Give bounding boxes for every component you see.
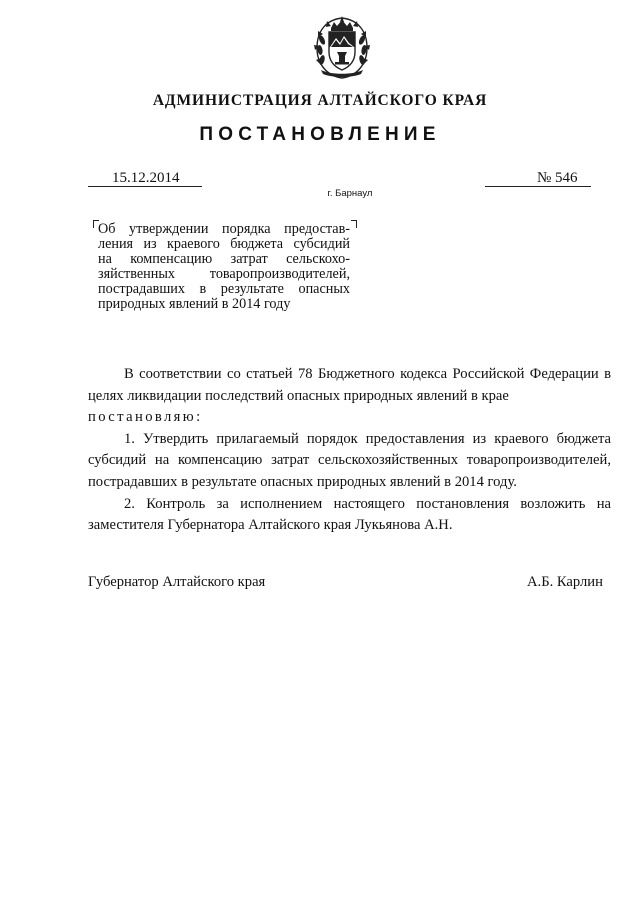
number-underline	[485, 186, 591, 187]
body-item: 2. Контроль за исполнением настоящего постановления возложить на заместителя Губернатора Алтайского края Лукьянова А.Н.	[88, 495, 611, 534]
organization-name: АДМИНИСТРАЦИЯ АЛТАЙСКОГО КРАЯ	[152, 92, 488, 109]
body-item: 1. Утвердить прилагаемый порядок предоставления из краевого бюджета субсидий на компенсацию затрат сельскохозяйственных товаропроизводителей, пострадавших в результате опасных природных явлений в 2014 году.	[88, 430, 611, 490]
coat-of-arms-icon	[297, 14, 387, 82]
resolve-word: постановляю:	[88, 409, 203, 426]
subject-line: природных явлений в 2014 году	[98, 296, 291, 312]
subject-line: пострадавших в результате опасных	[98, 281, 350, 297]
subject-line: Об утверждении порядка предостав-	[98, 221, 350, 237]
document-body	[88, 364, 611, 537]
document-type: ПОСТАНОВЛЕНИЕ	[199, 124, 441, 145]
subject-line: на компенсацию затрат сельскохо-	[98, 251, 350, 267]
date-underline	[88, 186, 202, 187]
subject-line: зяйственных товаропроизводителей,	[98, 266, 350, 282]
subject-bracket-right	[351, 220, 357, 228]
document-city: г. Барнаул	[327, 188, 373, 199]
document-subject	[98, 222, 350, 312]
document-number: № 546	[537, 170, 578, 186]
signatory-position: Губернатор Алтайского края	[88, 574, 266, 590]
document-date: 15.12.2014	[112, 170, 180, 186]
signatory-name: А.Б. Карлин	[527, 574, 603, 590]
subject-line: ления из краевого бюджета субсидий	[98, 236, 350, 252]
body-intro: В соответствии со статьей 78 Бюджетного кодекса Российской Федерации в целях ликвидации последствий опасных природных явлений в крае	[88, 366, 611, 404]
